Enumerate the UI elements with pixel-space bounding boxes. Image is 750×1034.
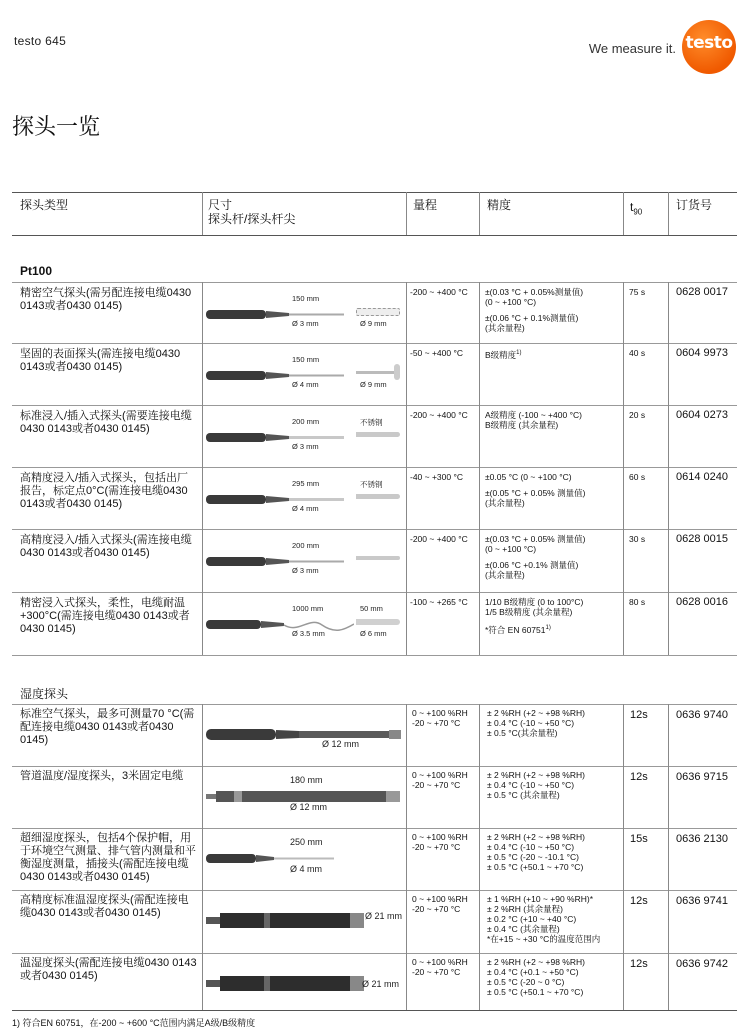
probe-image	[204, 610, 354, 645]
col-divider	[479, 828, 480, 890]
probe-length-label: 150 mm	[292, 294, 320, 303]
col-divider	[479, 343, 480, 405]
range-line: -20 ~ +70 °C	[412, 780, 461, 790]
pt100-row-range: -200 ~ +400 °C	[410, 410, 468, 420]
probe-tip-diameter-label: Ø 6 mm	[360, 629, 387, 638]
accuracy-line: (其余量程)	[485, 323, 525, 333]
accuracy-line: ± 0.5 °C (其余量程)	[487, 790, 560, 800]
humidity-row-accuracy	[487, 708, 622, 738]
accuracy-line: ± 0.5 °C (+50.1 ~ +70 °C)	[487, 987, 584, 997]
range-line: -20 ~ +70 °C	[412, 718, 461, 728]
pt100-row-order: 0604 0273	[676, 409, 728, 421]
pt100-row-name: 标准浸入/插入式探头(需要连接电缆0430 0143或者0430 0145)	[20, 410, 192, 435]
probe-diameter-label: Ø 21 mm	[362, 979, 400, 989]
col-divider	[623, 828, 624, 890]
col-divider	[623, 282, 624, 343]
probe-tip	[356, 494, 400, 499]
accuracy-line: ± 2 %RH (+2 ~ +98 %RH)	[487, 832, 585, 842]
brand-header	[589, 16, 738, 74]
col-divider	[479, 282, 480, 343]
humidity-row-accuracy	[487, 770, 622, 800]
probe-length-label: 200 mm	[292, 541, 320, 550]
col-divider	[623, 467, 624, 529]
pt100-row-order: 0614 0240	[676, 471, 728, 483]
pt100-row-accuracy	[485, 287, 620, 333]
humidity-row-order: 0636 9741	[676, 895, 728, 907]
pt100-row-accuracy	[485, 410, 620, 430]
row-divider	[12, 890, 737, 891]
probe-image	[204, 361, 354, 396]
humidity-row-range	[412, 957, 468, 977]
accuracy-line: A级精度 (-100 ~ +400 °C)	[485, 410, 582, 420]
humidity-row-range	[412, 832, 468, 852]
col-divider	[668, 953, 669, 1010]
col-divider	[623, 343, 624, 405]
accuracy-line: ± 0.2 °C (+10 ~ +40 °C)	[487, 914, 577, 924]
col-divider	[202, 343, 203, 405]
humidity-row-order: 0636 2130	[676, 833, 728, 845]
col-divider	[479, 953, 480, 1010]
accuracy-line: (0 ~ +100 °C)	[485, 297, 537, 307]
col-divider	[479, 704, 480, 766]
probe-tip	[356, 371, 396, 374]
accuracy-line: ± 1 %RH (+10 ~ +90 %RH)*	[487, 894, 594, 904]
pt100-row-t90: 75 s	[629, 287, 646, 297]
testo-logo	[680, 16, 738, 74]
accuracy-line: B级精度	[485, 349, 517, 360]
accuracy-line: ± 2 %RH (其余量程)	[487, 904, 563, 914]
col-divider	[668, 766, 669, 828]
row-divider	[12, 704, 737, 705]
accuracy-line: 1/5 B级精度 (其余量程)	[485, 607, 573, 617]
accuracy-line: *符合 EN 60751	[485, 624, 546, 635]
humidity-row-range	[412, 770, 468, 790]
accuracy-line: ±(0.05 °C + 0.05% 测量值)	[485, 488, 586, 498]
probe-diameter-label: Ø 4 mm	[292, 380, 319, 389]
range-line: 0 ~ +100 %RH	[412, 957, 468, 967]
footnote: 1) 符合EN 60751，在-200 ~ +600 °C范围内满足A级/B级精度	[12, 1018, 256, 1028]
col-divider	[668, 592, 669, 655]
probe-tip-label: 不锈钢	[360, 480, 383, 489]
col-divider	[479, 890, 480, 953]
accuracy-line: ± 0.5 °C(其余量程)	[487, 728, 558, 738]
col-divider	[406, 343, 407, 405]
probe-length-label: 1000 mm	[292, 604, 324, 613]
col-divider	[406, 766, 407, 828]
row-divider	[12, 467, 737, 468]
probe-length-label: 150 mm	[292, 355, 320, 364]
col-header-order: 订货号	[676, 198, 713, 212]
col-divider	[479, 467, 480, 529]
accuracy-line: ±(0.06 °C + 0.1%测量值)	[485, 313, 579, 323]
accuracy-line: ± 2 %RH (+2 ~ +98 %RH)	[487, 957, 585, 967]
probe-tip-label: Ø 9 mm	[360, 380, 387, 389]
accuracy-line: ± 0.4 °C (-10 ~ +50 °C)	[487, 842, 575, 852]
model-name: testo 645	[14, 34, 67, 48]
accuracy-line: (其余量程)	[485, 498, 525, 508]
humidity-row-t90: 15s	[630, 833, 648, 845]
page-title: 探头一览	[12, 114, 101, 139]
pt100-row-name: 精密空气探头(需另配连接电缆0430 0143或者0430 0145)	[20, 287, 192, 312]
probe-diameter-label: Ø 12 mm	[290, 802, 328, 812]
humidity-row-name: 标准空气探头，最多可测量70 °C(需配连接电缆0430 0143或者0430 0145)	[20, 708, 195, 746]
col-header-range: 量程	[413, 198, 438, 212]
accuracy-line: ± 0.5 °C (+50.1 ~ +70 °C)	[487, 862, 584, 872]
col-divider	[668, 529, 669, 592]
accuracy-line	[485, 617, 620, 623]
col-divider	[406, 704, 407, 766]
range-line: 0 ~ +100 %RH	[412, 894, 468, 904]
col-divider	[668, 828, 669, 890]
col-divider	[668, 282, 669, 343]
col-divider	[202, 592, 203, 655]
pt100-row-order: 0604 9973	[676, 347, 728, 359]
col-divider	[623, 890, 624, 953]
col-divider	[406, 282, 407, 343]
probe-tip-head	[394, 364, 400, 380]
humidity-row-accuracy	[487, 957, 622, 997]
row-divider	[12, 592, 737, 593]
probe-tip-label: Ø 9 mm	[360, 319, 387, 328]
row-divider	[12, 405, 737, 406]
probe-diameter-label: Ø 3 mm	[292, 442, 319, 451]
humidity-row-range	[412, 894, 468, 914]
accuracy-line: ± 0.4 °C (-10 ~ +50 °C)	[487, 718, 575, 728]
range-line: 0 ~ +100 %RH	[412, 708, 468, 718]
pt100-row-t90: 40 s	[629, 348, 646, 358]
accuracy-line: (其余量程)	[485, 570, 525, 580]
accuracy-line: ± 2 %RH (+2 ~ +98 %RH)	[487, 770, 585, 780]
col-divider	[202, 890, 203, 953]
col-divider	[406, 890, 407, 953]
col-divider	[202, 467, 203, 529]
humidity-row-name: 温湿度探头(需配连接电缆0430 0143或者0430 0145)	[20, 957, 197, 982]
range-line: 0 ~ +100 %RH	[412, 832, 468, 842]
section-humidity: 湿度探头	[20, 687, 69, 701]
section-pt100: Pt100	[20, 264, 53, 278]
accuracy-line: ± 0.4 °C (+0.1 ~ +50 °C)	[487, 967, 579, 977]
row-divider	[12, 529, 737, 530]
probe-image	[204, 423, 354, 458]
col-divider	[623, 704, 624, 766]
humidity-row-range	[412, 708, 468, 728]
accuracy-line: ±(0.03 °C + 0.05% 测量值)	[485, 534, 586, 544]
probe-tip	[356, 556, 400, 560]
accuracy-line: *在+15 ~ +30 °C的温度范围内	[487, 934, 601, 944]
humidity-row-t90: 12s	[630, 771, 648, 783]
probe-length-label: 180 mm	[290, 775, 323, 785]
col-divider	[202, 953, 203, 1010]
pt100-row-range: -200 ~ +400 °C	[410, 287, 468, 297]
col-divider	[202, 828, 203, 890]
col-divider	[406, 828, 407, 890]
accuracy-line: (0 ~ +100 °C)	[485, 544, 537, 554]
probe-tip	[356, 619, 400, 625]
row-divider	[12, 282, 737, 283]
accuracy-line: 1/10 B级精度 (0 to 100°C)	[485, 597, 584, 607]
range-line: -20 ~ +70 °C	[412, 967, 461, 977]
humidity-row-t90: 12s	[630, 709, 648, 721]
col-divider	[202, 766, 203, 828]
pt100-row-name: 高精度浸入/插入式探头，包括出厂报告，标定点0°C(需连接电缆0430 0143或者0430 0145)	[20, 472, 189, 510]
col-divider	[623, 529, 624, 592]
col-divider	[479, 592, 480, 655]
probe-diameter-label: Ø 3 mm	[292, 566, 319, 575]
row-divider	[12, 343, 737, 344]
pt100-row-name: 高精度浸入/插入式探头(需连接电缆0430 0143或者0430 0145)	[20, 534, 192, 559]
probe-image	[204, 300, 354, 335]
row-divider	[12, 655, 737, 656]
row-divider	[12, 953, 737, 954]
col-divider	[668, 704, 669, 766]
logo-text: testo	[685, 33, 733, 53]
col-divider	[479, 529, 480, 592]
pt100-row-accuracy	[485, 597, 620, 635]
probe-tip-label: 50 mm	[360, 604, 383, 613]
probe-diameter-label: Ø 3.5 mm	[292, 629, 325, 638]
humidity-row-order: 0636 9740	[676, 709, 728, 721]
range-line: -20 ~ +70 °C	[412, 904, 461, 914]
accuracy-line: ± 2 %RH (+2 ~ +98 %RH)	[487, 708, 585, 718]
probe-tip	[356, 308, 400, 316]
pt100-row-accuracy	[485, 472, 620, 508]
pt100-row-range: -100 ~ +265 °C	[410, 597, 468, 607]
humidity-row-accuracy	[487, 894, 622, 944]
pt100-row-t90: 20 s	[629, 410, 646, 420]
pt100-row-range: -200 ~ +400 °C	[410, 534, 468, 544]
probe-image	[204, 720, 404, 755]
col-header-type: 探头类型	[20, 198, 69, 212]
col-divider	[623, 953, 624, 1010]
col-divider	[623, 405, 624, 467]
humidity-row-name: 高精度标准温湿度探头(需配连接电缆0430 0143或者0430 0145)	[20, 894, 189, 919]
col-divider	[406, 529, 407, 592]
accuracy-line: ± 0.4 °C (其余量程)	[487, 924, 560, 934]
accuracy-line: ± 0.5 °C (-20 ~ -10.1 °C)	[487, 852, 580, 862]
pt100-row-accuracy	[485, 534, 620, 580]
accuracy-line: B级精度 (其余量程)	[485, 420, 559, 430]
table-bottom-rule	[12, 1010, 737, 1011]
pt100-row-range: -40 ~ +300 °C	[410, 472, 464, 482]
humidity-row-name: 超细湿度探头，包括4个保护帽，用于环境空气测量、排气管内测量和平衡湿度测量，插接头(需配连接电缆0430 0143或者0430 0145)	[20, 832, 196, 883]
table-top-rule	[12, 192, 737, 193]
humidity-row-order: 0636 9742	[676, 958, 728, 970]
humidity-row-order: 0636 9715	[676, 771, 728, 783]
pt100-row-t90: 30 s	[629, 534, 646, 544]
humidity-row-t90: 12s	[630, 958, 648, 970]
col-divider	[623, 592, 624, 655]
humidity-row-name: 管道温度/湿度探头，3米固定电缆	[20, 770, 184, 782]
col-divider	[202, 282, 203, 343]
pt100-row-order: 0628 0015	[676, 533, 728, 545]
row-divider	[12, 766, 737, 767]
col-divider	[668, 467, 669, 529]
col-divider	[406, 592, 407, 655]
accuracy-line: ±0.05 °C (0 ~ +100 °C)	[485, 472, 572, 482]
humidity-row-accuracy	[487, 832, 622, 872]
col-divider	[202, 405, 203, 467]
col-header-accuracy: 精度	[487, 198, 512, 212]
col-divider	[202, 529, 203, 592]
col-divider	[406, 405, 407, 467]
col-divider	[479, 766, 480, 828]
footnote-ref: 1)	[516, 350, 522, 356]
probe-image	[204, 485, 354, 520]
probe-image	[204, 547, 354, 582]
col-header-size: 尺寸 探头杆/探头杆尖	[208, 198, 296, 226]
pt100-row-accuracy	[485, 348, 620, 360]
probe-diameter-label: Ø 12 mm	[322, 739, 360, 749]
probe-diameter-label: Ø 4 mm	[292, 504, 319, 513]
probe-tip	[356, 432, 400, 437]
pt100-row-order: 0628 0016	[676, 596, 728, 608]
col-divider	[202, 704, 203, 766]
probe-diameter-label: Ø 4 mm	[290, 864, 323, 874]
col-divider	[668, 343, 669, 405]
probe-length-label: 295 mm	[292, 479, 320, 488]
probe-tip-label: 不锈钢	[360, 418, 383, 427]
accuracy-line: ±(0.03 °C + 0.05%测量值)	[485, 287, 584, 297]
humidity-row-t90: 12s	[630, 895, 648, 907]
accuracy-line: ± 0.5 °C (-20 ~ 0 °C)	[487, 977, 565, 987]
col-header-t90: $t_{90}$	[630, 200, 643, 217]
range-line: -20 ~ +70 °C	[412, 842, 461, 852]
probe-diameter-label: Ø 21 mm	[365, 911, 403, 921]
table-header-rule	[12, 235, 737, 236]
probe-diameter-label: Ø 3 mm	[292, 319, 319, 328]
row-divider	[12, 828, 737, 829]
accuracy-line: ± 0.4 °C (-10 ~ +50 °C)	[487, 780, 575, 790]
slogan: We measure it.	[588, 40, 676, 56]
col-divider	[479, 405, 480, 467]
pt100-row-t90: 60 s	[629, 472, 646, 482]
pt100-row-name: 精密浸入式探头，柔性，电缆耐温+300°C(需连接电缆0430 0143或者0430 0145)	[20, 597, 190, 635]
col-divider	[623, 766, 624, 828]
col-divider	[406, 467, 407, 529]
probe-length-label: 200 mm	[292, 417, 320, 426]
pt100-row-t90: 80 s	[629, 597, 646, 607]
col-divider	[406, 953, 407, 1010]
pt100-row-range: -50 ~ +400 °C	[410, 348, 464, 358]
col-divider	[668, 405, 669, 467]
col-divider	[668, 890, 669, 953]
accuracy-line: ±(0.06 °C +0.1% 测量值)	[485, 560, 579, 570]
range-line: 0 ~ +100 %RH	[412, 770, 468, 780]
footnote-ref: 1)	[545, 625, 551, 631]
pt100-row-order: 0628 0017	[676, 286, 728, 298]
probe-length-label: 250 mm	[290, 837, 323, 847]
pt100-row-name: 坚固的表面探头(需连接电缆0430 0143或者0430 0145)	[20, 348, 181, 373]
